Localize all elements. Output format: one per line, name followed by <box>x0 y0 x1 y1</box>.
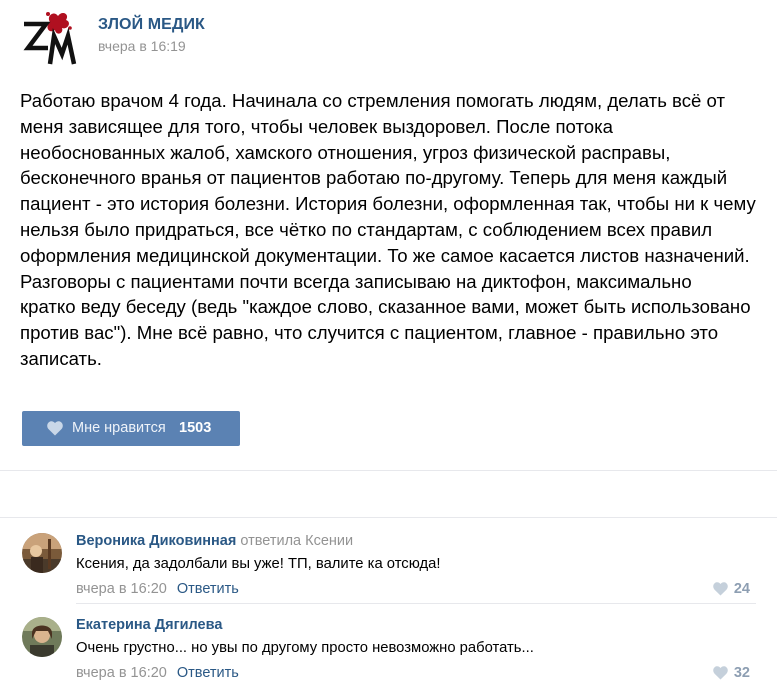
post-time[interactable]: вчера в 16:19 <box>98 38 186 54</box>
heart-icon <box>47 421 63 436</box>
reply-link[interactable]: Ответить <box>176 665 239 681</box>
comment-like-count: 24 <box>733 581 750 597</box>
group-name[interactable]: ЗЛОЙ МЕДИК <box>98 16 205 33</box>
like-button[interactable] <box>22 411 240 446</box>
zm-logo-icon <box>20 8 78 66</box>
comment <box>22 617 762 679</box>
group-avatar[interactable] <box>20 8 78 66</box>
divider <box>0 470 777 471</box>
comment-like-button[interactable] <box>713 665 750 681</box>
post-text-line: Работаю врачом 4 года. Начинала со стремления помогать людям, делать всё от <box>20 90 725 111</box>
avatar-photo-icon <box>22 533 62 573</box>
comment-text: Очень грустно... но увы по другому просто невозможно работать... <box>76 640 534 656</box>
post-text-line: нельзя было придраться, все чётко по стандартам, с соблюдением всех правил <box>20 218 713 240</box>
post-text-line: кратко веду беседу (ведь "каждое слово, сказанное вами, может быть использовано <box>20 296 751 318</box>
post-text-line: меня зависящее для того, чтобы человек выздоровел. После потока <box>20 115 614 137</box>
post-text-line: против вас"). Мне всё равно, что случится с пациентом, главное - правильно это <box>20 322 719 344</box>
comment-author-name[interactable]: Екатерина Дягилева <box>76 617 223 633</box>
comment-author[interactable] <box>76 533 353 549</box>
comment-time[interactable]: вчера в 16:20 <box>76 665 167 681</box>
heart-icon <box>713 666 728 680</box>
post-text-line: записать. <box>20 347 102 369</box>
post-text-line: Разговоры с пациентами почти всегда записываю на диктофон, максимально <box>20 270 692 292</box>
post-text <box>20 88 760 372</box>
comment-like-count: 32 <box>733 665 750 681</box>
avatar[interactable] <box>22 617 62 657</box>
like-count: 1503 <box>179 420 212 436</box>
avatar-photo-icon <box>22 617 62 657</box>
post-text-line: необоснованных жалоб, хамского отношения, угроз физической расправы, <box>20 141 671 163</box>
post-header <box>20 8 760 66</box>
comment-author-name[interactable]: Вероника Диковинная <box>76 533 237 549</box>
comment-time[interactable]: вчера в 16:20 <box>76 581 167 597</box>
comment-like-button[interactable] <box>713 581 750 597</box>
reply-link[interactable]: Ответить <box>176 581 239 597</box>
comment-reply-to[interactable]: ответила Ксении <box>236 533 354 549</box>
post-text-line: пациент - это история болезни. История болезни, оформленная так, чтобы ни к чему <box>20 193 756 215</box>
comment-meta <box>76 665 239 681</box>
comment-text: Ксения, да задолбали вы уже! ТП, валите ка отсюда! <box>76 556 441 572</box>
post-text-line: бесконечного вранья от пациентов работаю по-другому. Теперь для меня каждый <box>20 167 728 189</box>
avatar[interactable] <box>22 533 62 573</box>
comment-meta <box>76 581 239 597</box>
post-text-line: оформления медицинской документации. То же самое касается листов назначений. <box>20 244 750 266</box>
comment-author[interactable] <box>76 617 222 633</box>
heart-icon <box>713 582 728 596</box>
comment <box>22 533 762 595</box>
like-label: Мне нравится <box>72 420 166 436</box>
divider <box>76 603 756 604</box>
divider <box>0 517 777 518</box>
